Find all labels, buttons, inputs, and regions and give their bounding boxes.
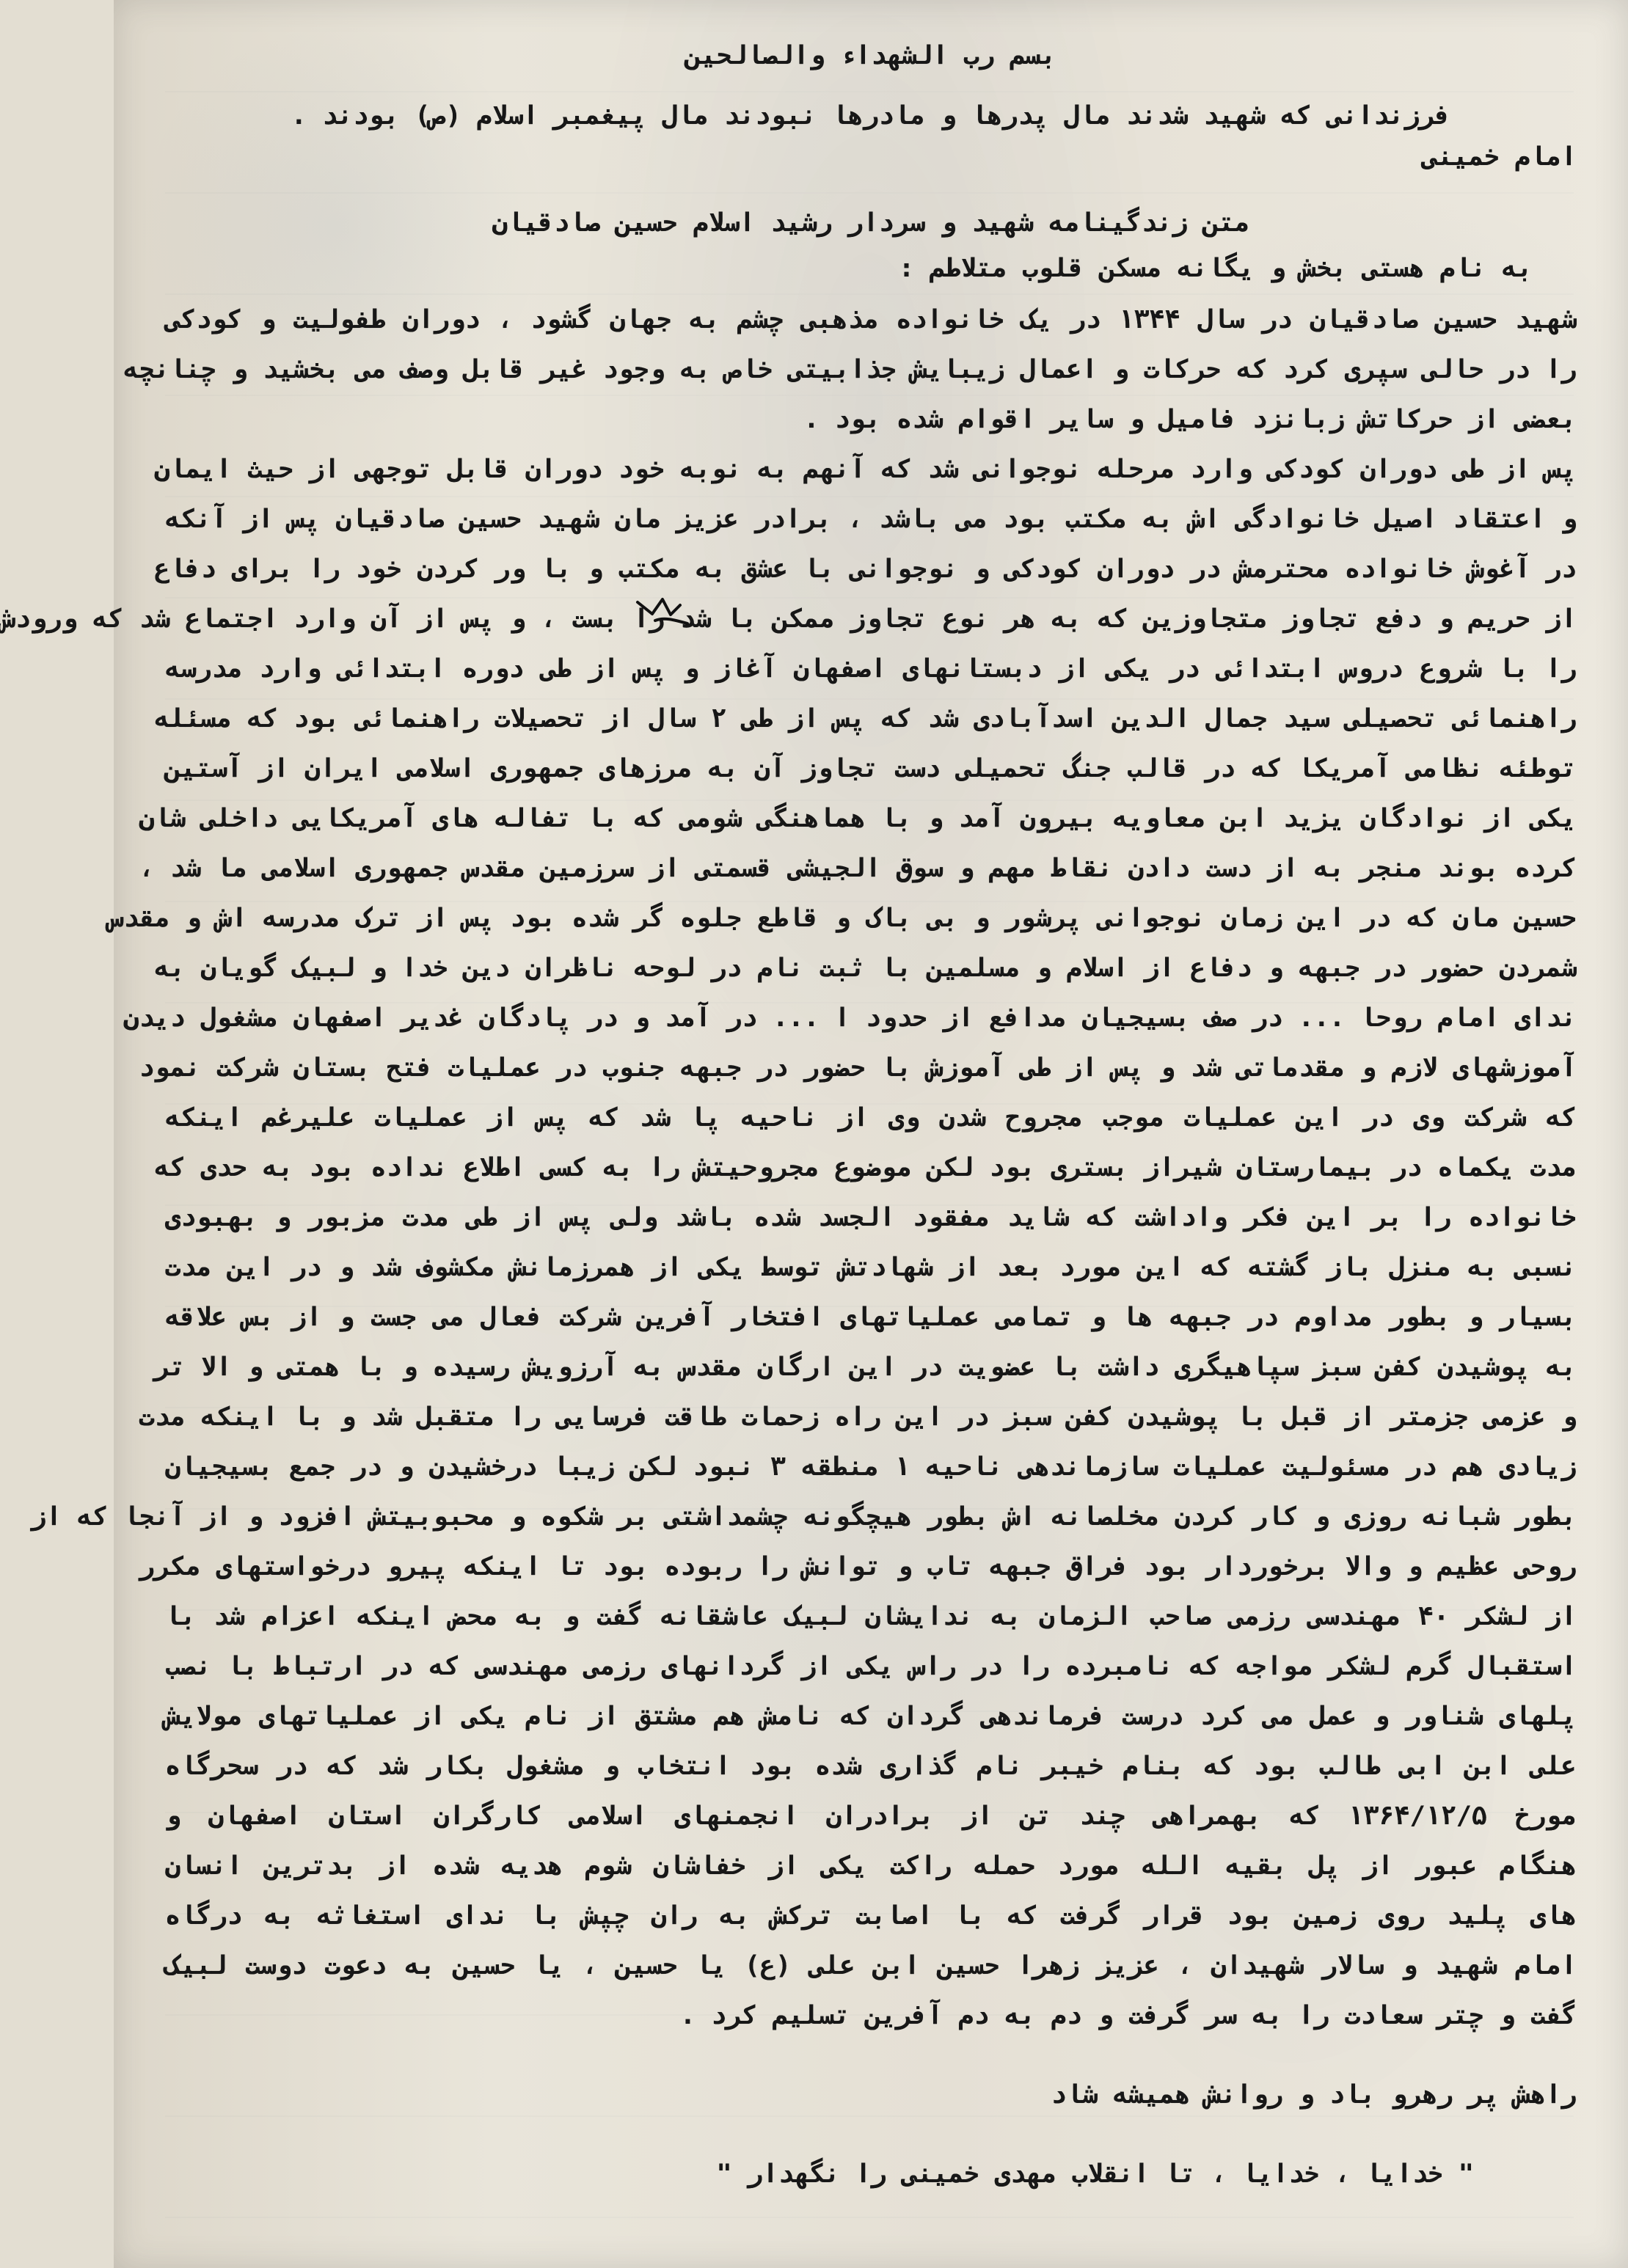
dedication-line: به نام هستی بخش و یگانه مسکن قلوب متلاطم : <box>899 254 1533 283</box>
body-line: شهید حسین صادقیان در سال ۱۳۴۴ در یک خانواده مذهبی چشم به جهان گشود ، دوران طفولیت و کودکی <box>165 305 1577 334</box>
opening-invocation: بسم رب الشهداء والصالحین <box>685 41 1056 70</box>
closing-wish: راهش پر رهرو باد و روانش همیشه شاد <box>1051 2080 1577 2110</box>
closing-prayer: " خدایا ، خدایا ، تا انقلاب مهدی خمینی را نگهدار " <box>716 2159 1474 2189</box>
body-line: مورخ ۱۳۶۴/۱۲/۵ که بهمراهی چند تن از برادران انجمنهای اسلامی کارگران استان اصفهان و <box>165 1801 1577 1831</box>
body-line: را با شروع دروس ابتدائی در یکی از دبستانهای اصفهان آغاز و پس از طی دوره ابتدائی وارد مدرسه <box>165 654 1577 684</box>
body-line: خانواده را بر این فکر واداشت که شاید مفقود الجسد شده باشد ولی پس از طی مدت مزبور و بهبودی <box>165 1203 1577 1232</box>
body-line: که شرکت وی در این عملیات موجب مجروح شدن وی از ناحیه پا شد که پس از عملیات علیرغم اینکه <box>165 1103 1577 1133</box>
body-line: را در حالی سپری کرد که حرکات و اعمال زیبایش جذابیتی خاص به وجود غیر قابل وصف می بخشید و چنانچه <box>123 355 1577 384</box>
body-line: بطور شبانه روزی و کار کردن مخلصانه اش بطور هیچگونه چشمداشتی بر شکوه و محبوبیتش افزود و از آنجا که از <box>30 1502 1577 1532</box>
body-line: زیادی هم در مسئولیت عملیات سازماندهی ناحیه ۱ منطقه ۳ نبود لکن زیبا درخشیدن و در جمع بسیجیان <box>165 1452 1577 1482</box>
body-line: در آغوش خانواده محترمش در دوران کودکی و نوجوانی با عشق به مکتب و با ور کردن خود را برای دفاع <box>154 555 1577 584</box>
body-line: و عزمی جزمتر از قبل با پوشیدن کفن سبز در این راه زحمات طاقت فرسایی را متقبل شد و با اینکه مدت <box>139 1402 1577 1432</box>
body-line: کرده بوند منجر به از دست دادن نقاط مهم و سوق الجیشی قسمتی از سرزمین مقدس جمهوری اسلامی ما شد ، <box>139 854 1577 883</box>
body-line: هنگام عبور از پل بقیه الله مورد حمله راکت یکی از خفاشان شوم هدیه شده از بدترین انسان <box>165 1851 1577 1881</box>
body-line: از لشکر ۴۰ مهندسی رزمی صاحب الزمان به ندایشان لبیک عاشقانه گفت و به محض اینکه اعزام شد با <box>165 1602 1577 1631</box>
body-line: مدت یکماه در بیمارستان شیراز بستری بود لکن موضوع مجروحیتش را به کسی اطلاع نداده بود به حدی که <box>154 1153 1577 1182</box>
body-line: به پوشیدن کفن سبز سپاهیگری داشت با عضویت در این ارگان مقدس به آرزویش رسیده و با همتی و الا تر <box>154 1353 1577 1382</box>
body-line: حسین مان که در این زمان نوجوانی پرشور و بی باک و قاطع جلوه گر شده بود پس از ترک مدرسه اش و مقدس <box>108 904 1577 933</box>
body-line: گفت و چتر سعادت را به سر گرفت و دم به دم آفرین تسلیم کرد . <box>679 2001 1577 2030</box>
body-line: امام شهید و سالار شهیدان ، عزیز زهرا حسین ابن علی (ع) یا حسین ، یا حسین به دعوت دوست لبیک <box>165 1951 1577 1980</box>
body-line: آموزشهای لازم و مقدماتی شد و پس از طی آموزش با حضور در جبهه جنوب در عملیات فتح بستان شرکت نمود <box>139 1053 1577 1083</box>
body-line: پس از طی دوران کودکی وارد مرحله نوجوانی شد که آنهم به نوبه خود دوران قابل توجهی از حیث ایمان <box>154 455 1577 484</box>
body-line: پلهای شناور و عمل می کرد درست فرماندهی گردان که نامش هم مشتق از نام یکی از عملیاتهای مولایش <box>165 1702 1577 1731</box>
body-line: از حریم و دفع تجاوز متجاوزین که به هر نوع تجاوز ممکن با شد را بست ، و پس از آن وارد اجتماع شد که ورودش <box>0 604 1577 634</box>
handwritten-mark <box>627 589 701 633</box>
quotation-attribution: امام خمینی <box>1422 142 1577 172</box>
body-line: علی ابن ابی طالب بود که بنام خیبر نام گذاری شده بود انتخاب و مشغول بکار شد که در سحرگاه <box>165 1752 1577 1781</box>
body-line: استقبال گرم لشکر مواجه که نامبرده را در راس یکی از گردانهای رزمی مهندسی که در ارتباط با نصب <box>165 1652 1577 1681</box>
body-line: توطئه نظامی آمریکا که در قالب جنگ تحمیلی دست تجاوز آن به مرزهای جمهوری اسلامی ایران از آستین <box>165 754 1577 783</box>
body-line: بسیار و بطور مداوم در جبهه ها و تمامی عملیاتهای افتخار آفرین شرکت فعال می جست و از بس علاقه <box>165 1303 1577 1332</box>
quotation-line: فرزندانی که شهید شدند مال پدرها و مادرها نبودند مال پیغمبر اسلام (ص) بودند . <box>291 101 1451 131</box>
body-line: و اعتقاد اصیل خانوادگی اش به مکتب بود می باشد ، برادر عزیز مان شهید حسین صادقیان پس از آنکه <box>165 505 1577 534</box>
body-line: روحی عظیم و والا برخوردار بود فراق جبهه تاب و توانش را ربوده بود تا اینکه پیرو درخواستهای مکرر <box>139 1552 1577 1581</box>
body-line: شمردن حضور در جبهه و دفاع از اسلام و مسلمین با ثبت نام در لوحه ناظران دین خدا و لبیک گویان به <box>154 954 1577 983</box>
body-line: ندای امام روحا ... در صف بسیجیان مدافع از حدود ا ... در آمد و در پادگان غدیر اصفهان مشغول دیدن <box>123 1003 1577 1033</box>
body-line: بعضی از حرکاتش زبانزد فامیل و سایر اقوام شده بود . <box>803 405 1577 434</box>
document-title: متن زندگینامه شهید و سردار رشید اسلام حسین صادقیان <box>492 208 1250 238</box>
body-line: های پلید روی زمین بود قرار گرفت که با اصابت ترکش به ران چپش با ندای استغاثه به درگاه <box>165 1901 1577 1931</box>
body-line: نسبی به منزل باز گشته که این مورد بعد از شهادتش توسط یکی از همرزمانش مکشوف شد و در این مدت <box>165 1253 1577 1282</box>
body-line: راهنمائی تحصیلی سید جمال الدین اسدآبادی شد که پس از طی ۲ سال از تحصیلات راهنمائی بود که مسئله <box>154 704 1577 734</box>
body-line: یکی از نوادگان یزید ابن معاویه بیرون آمد و با هماهنگی شومی که با تفاله های آمریکایی داخلی شان <box>139 804 1577 833</box>
biography-text <box>0 31 1577 2239</box>
